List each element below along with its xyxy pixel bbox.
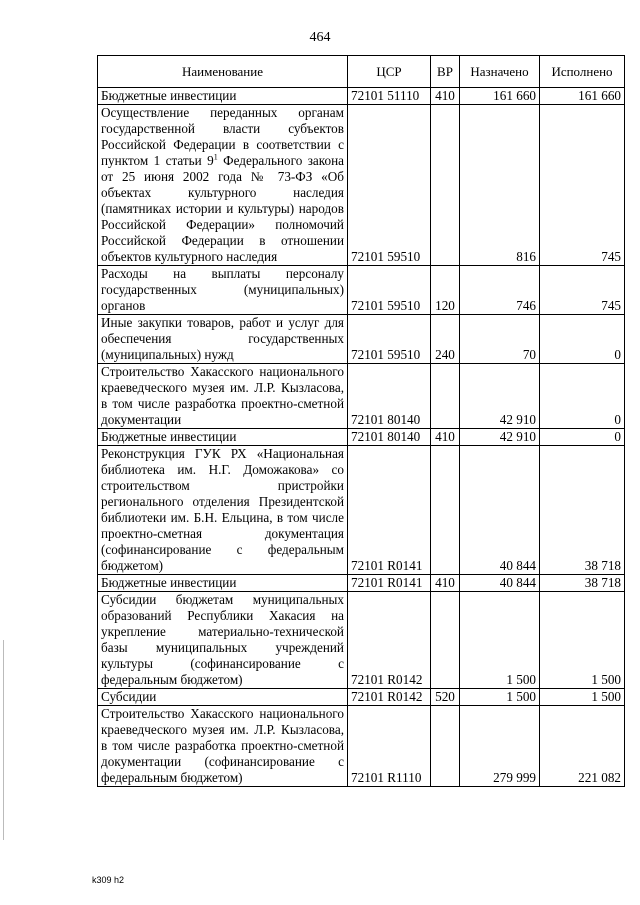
row-executed: 745 <box>540 266 625 315</box>
row-executed: 745 <box>540 105 625 266</box>
header-csr: ЦСР <box>348 56 431 88</box>
row-csr: 72101 59510 <box>348 105 431 266</box>
header-executed: Исполнено <box>540 56 625 88</box>
header-vr: ВР <box>431 56 460 88</box>
row-name: Бюджетные инвестиции <box>98 88 348 105</box>
table-header-row <box>98 56 625 88</box>
row-csr: 72101 R0142 <box>348 689 431 706</box>
row-csr: 72101 R0142 <box>348 592 431 689</box>
row-executed: 221 082 <box>540 706 625 787</box>
row-csr: 72101 59510 <box>348 266 431 315</box>
row-assigned: 42 910 <box>460 429 540 446</box>
row-assigned: 42 910 <box>460 364 540 429</box>
row-executed: 38 718 <box>540 446 625 575</box>
row-assigned: 1 500 <box>460 689 540 706</box>
row-name <box>98 105 348 266</box>
row-name: Бюджетные инвестиции <box>98 575 348 592</box>
table-row <box>98 706 625 787</box>
row-executed: 1 500 <box>540 592 625 689</box>
row-vr <box>431 105 460 266</box>
row-name-superscript: 1 <box>213 152 218 162</box>
row-executed: 0 <box>540 364 625 429</box>
row-csr: 72101 R0141 <box>348 575 431 592</box>
row-vr: 410 <box>431 88 460 105</box>
table-row <box>98 689 625 706</box>
table-row <box>98 592 625 689</box>
row-vr: 240 <box>431 315 460 364</box>
row-vr <box>431 706 460 787</box>
row-assigned: 746 <box>460 266 540 315</box>
row-assigned: 1 500 <box>460 592 540 689</box>
row-executed: 161 660 <box>540 88 625 105</box>
row-assigned: 40 844 <box>460 575 540 592</box>
footer-code: k309 h2 <box>92 875 125 885</box>
row-csr: 72101 80140 <box>348 429 431 446</box>
table-row <box>98 88 625 105</box>
table-row <box>98 266 625 315</box>
binding-margin-mark <box>3 640 4 840</box>
page-number: 464 <box>309 30 331 45</box>
row-vr: 120 <box>431 266 460 315</box>
row-assigned: 40 844 <box>460 446 540 575</box>
row-assigned: 70 <box>460 315 540 364</box>
row-vr <box>431 592 460 689</box>
row-csr: 72101 59510 <box>348 315 431 364</box>
row-name-text-rest: Федерального закона от 25 июня 2002 года № 73-ФЗ «Об объектах культурного наследия (памятниках истории и культуры) народов Российской Федерации» полномочий Российской Федерации в отношении объектов культурного наследия <box>101 153 345 264</box>
row-csr: 72101 51110 <box>348 88 431 105</box>
table-row <box>98 446 625 575</box>
row-name: Субсидии <box>98 689 348 706</box>
row-executed: 0 <box>540 315 625 364</box>
row-name: Иные закупки товаров, работ и услуг для обеспечения государственных (муниципальных) нужд <box>98 315 348 364</box>
table-row <box>98 364 625 429</box>
table-row <box>98 105 625 266</box>
row-name-text: Осуществление переданных органам государственной власти субъектов Российской Федерации в соответствии с пунктом 1 статьи 9 <box>101 105 344 168</box>
row-executed: 1 500 <box>540 689 625 706</box>
row-name: Строительство Хакасского национального краеведческого музея им. Л.Р. Кызласова, в том числе разработка проектно-сметной документации <box>98 364 348 429</box>
row-vr: 520 <box>431 689 460 706</box>
row-csr: 72101 R1110 <box>348 706 431 787</box>
row-vr <box>431 364 460 429</box>
row-name: Строительство Хакасского национального краеведческого музея им. Л.Р. Кызласова, в том числе разработка проектно-сметной документации (софинансирование с федеральным бюджетом) <box>98 706 348 787</box>
row-assigned: 161 660 <box>460 88 540 105</box>
table-row <box>98 575 625 592</box>
row-vr <box>431 446 460 575</box>
header-assigned: Назначено <box>460 56 540 88</box>
row-name: Субсидии бюджетам муниципальных образований Республики Хакасия на укрепление материально-технической базы муниципальных учреждений культуры (софинансирование с федеральным бюджетом) <box>98 592 348 689</box>
row-vr: 410 <box>431 429 460 446</box>
row-assigned: 816 <box>460 105 540 266</box>
row-vr: 410 <box>431 575 460 592</box>
table-row <box>98 315 625 364</box>
table-row <box>98 429 625 446</box>
row-executed: 38 718 <box>540 575 625 592</box>
row-name: Реконструкция ГУК РХ «Национальная библиотека им. Н.Г. Доможакова» со строительством пристройки регионального отделения Президентской библиотеки им. Б.Н. Ельцина, в том числе проектно-сметная документация (софинансирование с федеральным бюджетом) <box>98 446 348 575</box>
row-csr: 72101 80140 <box>348 364 431 429</box>
row-name: Расходы на выплаты персоналу государственных (муниципальных) органов <box>98 266 348 315</box>
row-csr: 72101 R0141 <box>348 446 431 575</box>
budget-table <box>97 55 625 787</box>
header-name: Наименование <box>98 56 348 88</box>
row-executed: 0 <box>540 429 625 446</box>
row-assigned: 279 999 <box>460 706 540 787</box>
row-name: Бюджетные инвестиции <box>98 429 348 446</box>
